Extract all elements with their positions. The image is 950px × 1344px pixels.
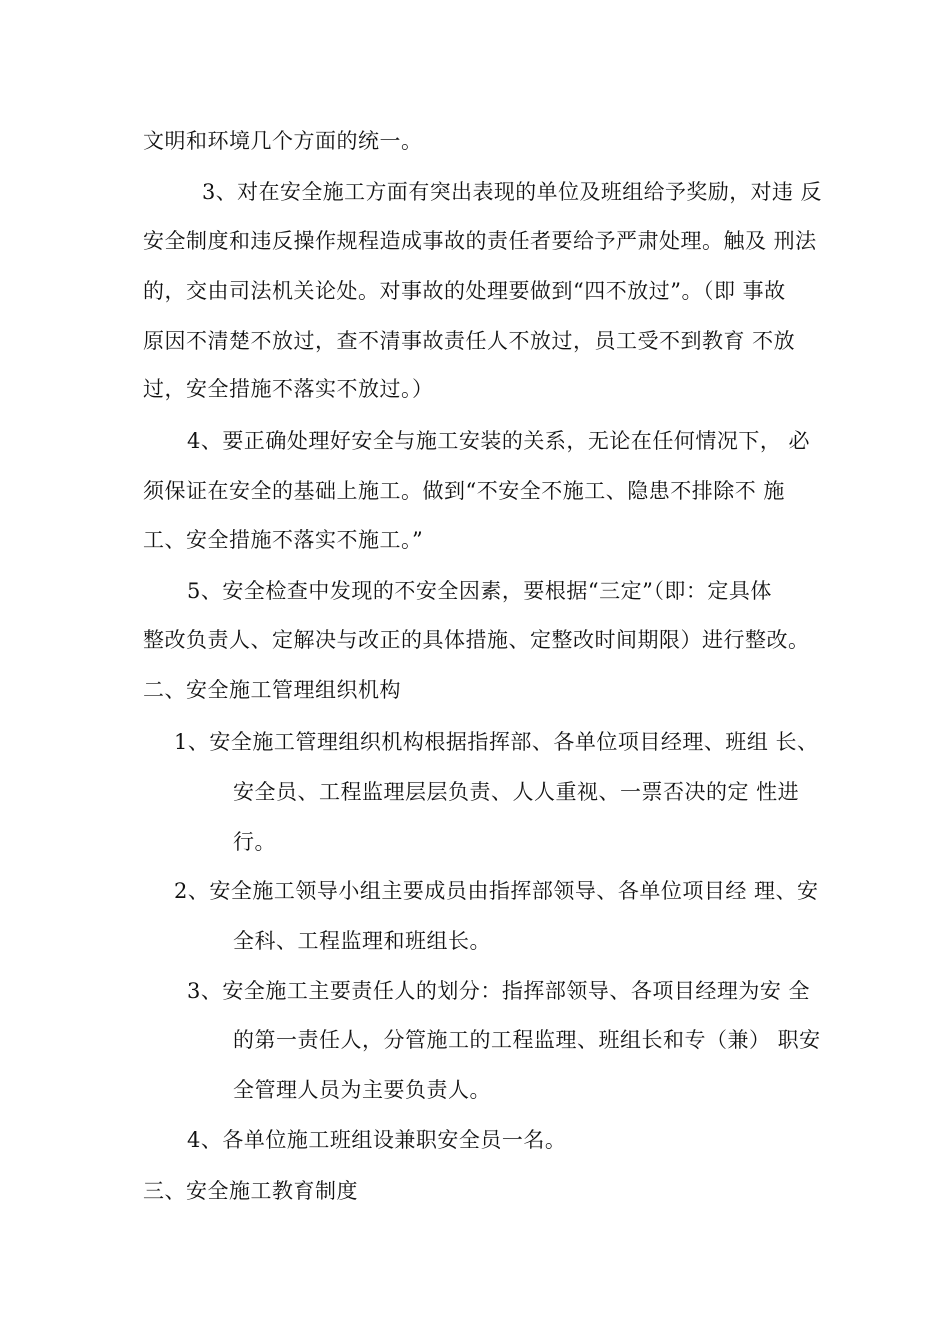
text-line: 原因不清楚不放过，查不清事故责任人不放过，员工受不到教育 不放	[143, 329, 796, 353]
text-line: 过，安全措施不落实不放过。）	[143, 377, 434, 401]
text-line: 全管理人员为主要负责人。	[233, 1078, 491, 1102]
text-line: 的，交由司法机关论处。对事故的处理要做到“四不放过”。（即 事故	[143, 279, 786, 303]
text-line: 3、对在安全施工方面有突出表现的单位及班组给予奖励，对违 反	[202, 180, 822, 204]
text-line: 工、安全措施不落实不施工。”	[143, 528, 424, 552]
text-line: 文明和环境几个方面的统一。	[143, 129, 423, 153]
text-line: 3、安全施工主要责任人的划分：指挥部领导、各项目经理为安 全	[187, 979, 811, 1003]
text-line: 整改负责人、定解决与改正的具体措施、定整改时间期限）进行整改。	[143, 628, 810, 652]
text-line: 行。	[233, 830, 276, 854]
text-line: 4、各单位施工班组设兼职安全员一名。	[187, 1128, 567, 1152]
text-line: 的第一责任人，分管施工的工程监理、班组长和专（兼） 职安	[233, 1028, 821, 1052]
text-line: 5、安全检查中发现的不安全因素，要根据“三定”（即：定具体	[187, 579, 772, 603]
text-line: 2、安全施工领导小组主要成员由指挥部领导、各单位项目经 理、安	[174, 879, 819, 903]
text-line: 4、要正确处理好安全与施工安装的关系，无论在任何情况下， 必	[187, 429, 811, 453]
text-line: 1、安全施工管理组织机构根据指挥部、各单位项目经理、班组 长、	[174, 730, 819, 754]
text-line: 安全员、工程监理层层负责、人人重视、一票否决的定 性进	[233, 780, 800, 804]
text-line: 须保证在安全的基础上施工。做到“不安全不施工、隐患不排除不 施	[143, 479, 785, 503]
text-line: 全科、工程监理和班组长。	[233, 929, 491, 953]
section-heading: 三、安全施工教育制度	[143, 1179, 358, 1203]
section-heading: 二、安全施工管理组织机构	[143, 678, 401, 702]
text-line: 安全制度和违反操作规程造成事故的责任者要给予严肃处理。触及 刑法	[143, 229, 817, 253]
